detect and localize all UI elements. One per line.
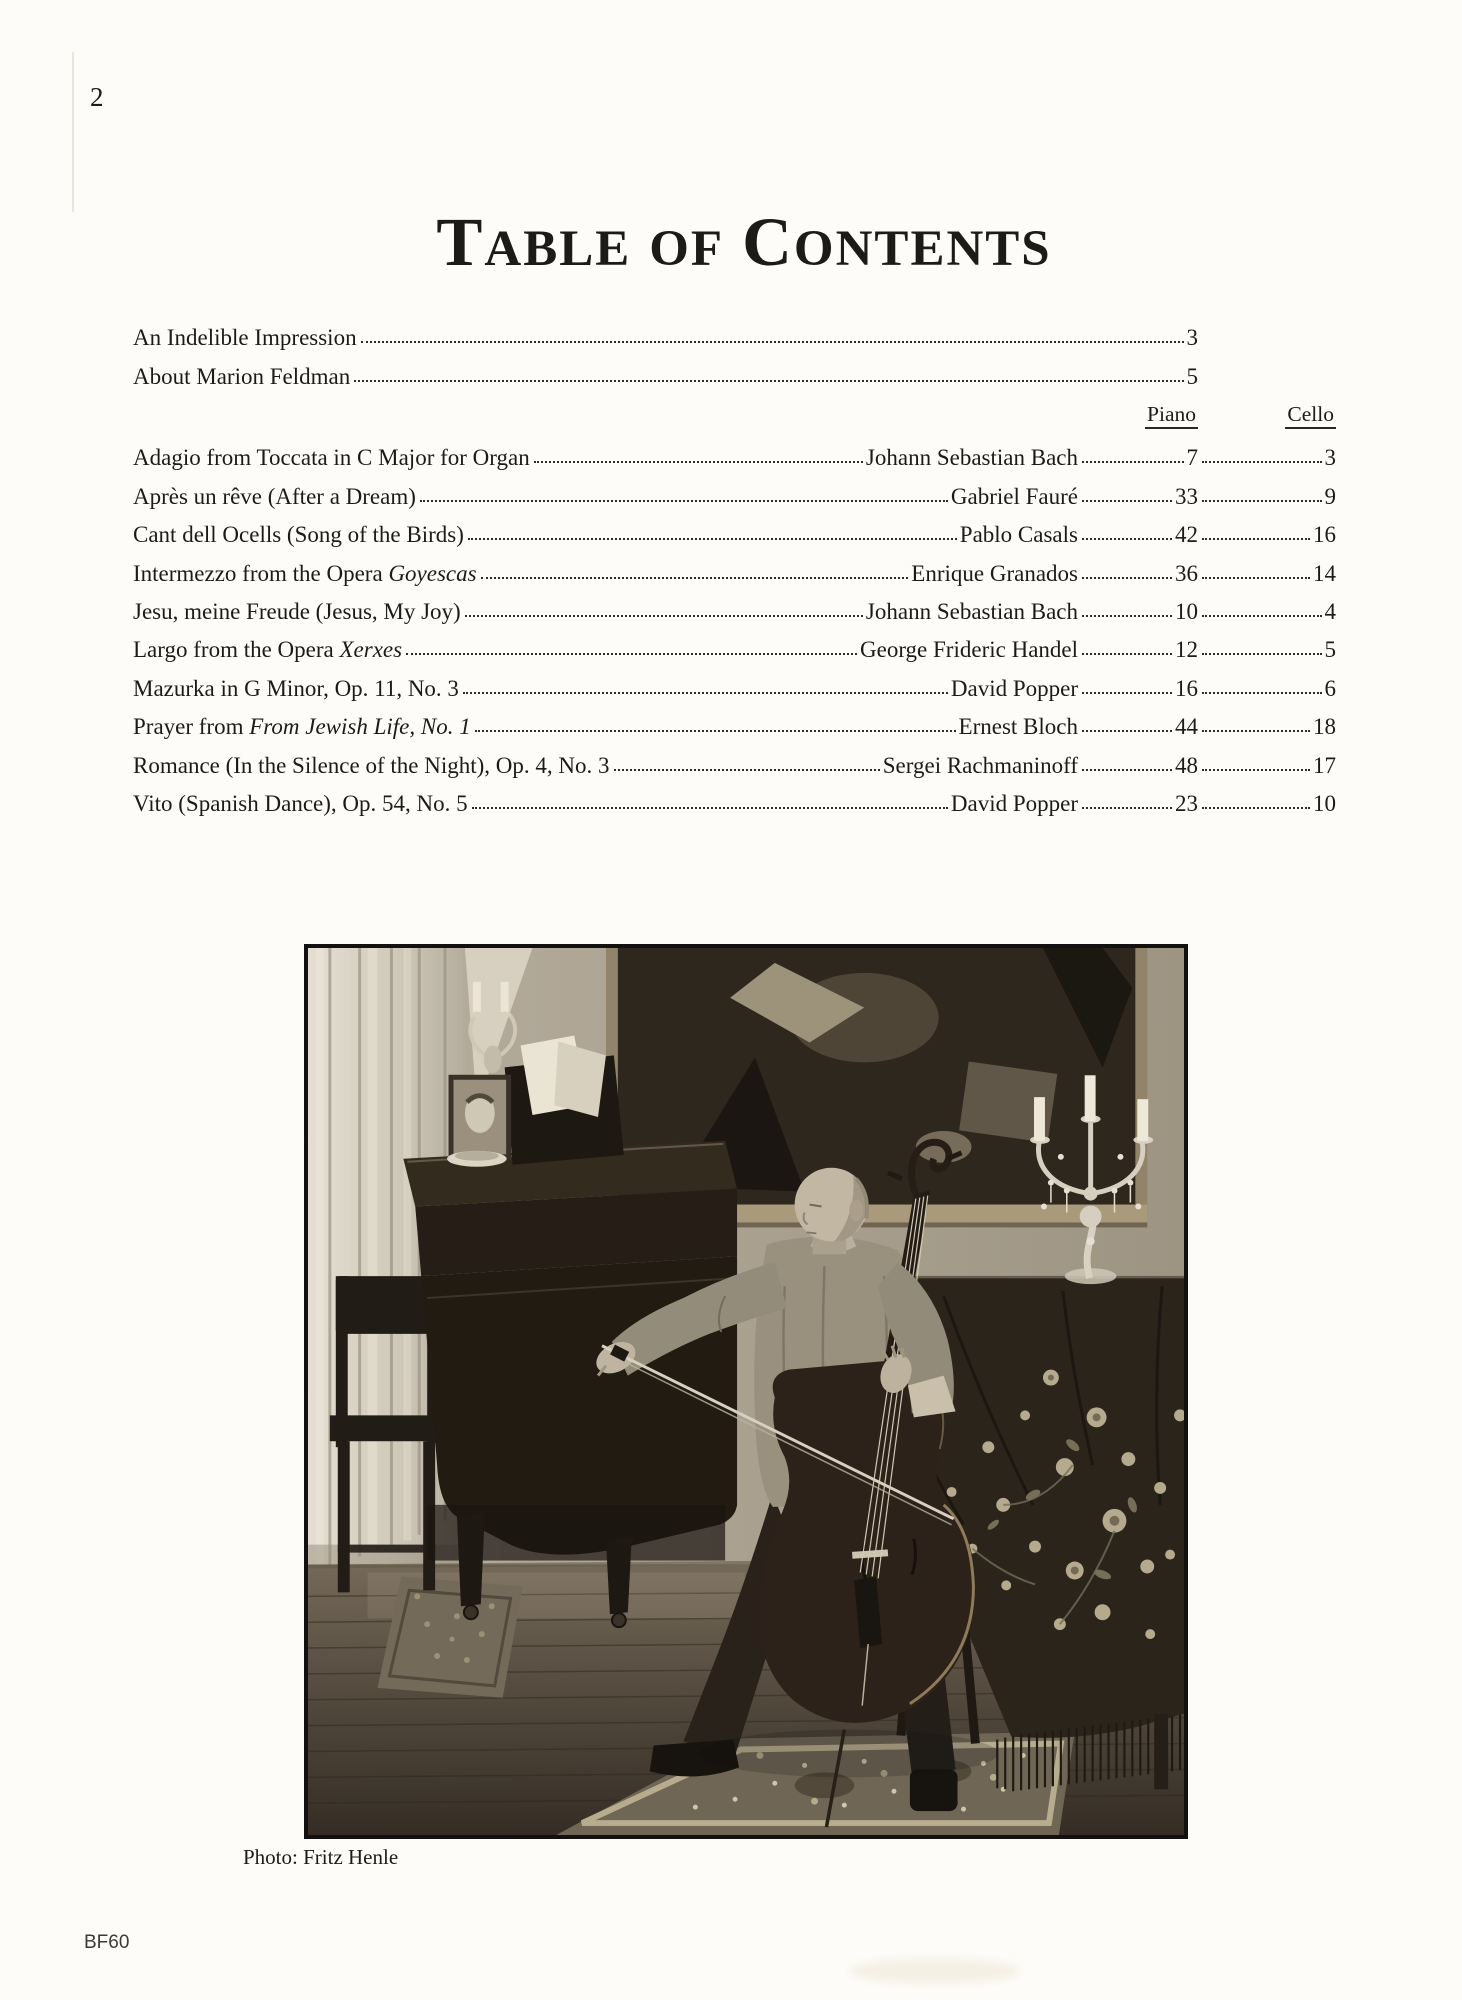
- entry-composer: David Popper: [950, 675, 1078, 701]
- entry-title: Intermezzo from the Opera Goyescas: [133, 560, 477, 586]
- entry-title: Cant dell Ocells (Song of the Birds): [133, 522, 464, 548]
- leader-dots: [475, 730, 956, 732]
- leader-dots: [1082, 615, 1172, 617]
- leader-dots: [1202, 769, 1310, 771]
- leader-dots: [1202, 653, 1322, 655]
- photo-tone-overlay: [308, 948, 1184, 1835]
- entry-title: Prayer from From Jewish Life, No. 1: [133, 714, 471, 740]
- toc-entry-row: [133, 469, 1336, 507]
- toc-entry-row: [133, 431, 1336, 469]
- entry-page: 5: [1186, 363, 1198, 389]
- entry-composer: Pablo Casals: [959, 522, 1078, 548]
- column-header-piano: Piano: [1145, 404, 1198, 430]
- leader-dots: [465, 615, 863, 617]
- entry-title: Jesu, meine Freude (Jesus, My Joy): [133, 598, 461, 624]
- entry-page: 3: [1186, 325, 1198, 351]
- leader-dots: [1082, 538, 1172, 540]
- entry-cello-page: 17: [1313, 752, 1336, 778]
- leader-dots: [354, 380, 1183, 382]
- entry-piano-page: 33: [1175, 483, 1198, 509]
- toc-entry-row: [133, 546, 1336, 584]
- leader-dots: [1082, 692, 1172, 694]
- column-header-cello: Cello: [1285, 404, 1336, 430]
- entry-piano-page: 10: [1175, 598, 1198, 624]
- entry-title-italic: Xerxes: [339, 637, 403, 663]
- entry-cello-page: 6: [1324, 675, 1336, 701]
- leader-dots: [1202, 692, 1322, 694]
- leader-dots: [361, 341, 1184, 343]
- entry-title-italic: Goyescas: [388, 560, 477, 586]
- leader-dots: [1082, 461, 1184, 463]
- leader-dots: [472, 807, 948, 809]
- column-headers: [133, 399, 1336, 429]
- plate-code: BF60: [84, 1932, 130, 1953]
- entry-title: An Indelible Impression: [133, 325, 357, 351]
- toc-entry-row: [133, 700, 1336, 738]
- entry-composer: Gabriel Fauré: [950, 483, 1078, 509]
- photo-scene: [308, 948, 1184, 1835]
- leader-dots: [420, 500, 948, 502]
- leader-dots: [1202, 807, 1310, 809]
- entry-piano-page: 48: [1175, 752, 1198, 778]
- leader-dots: [1202, 461, 1322, 463]
- toc-entry-row: [133, 777, 1336, 815]
- entry-title: Largo from the Opera Xerxes: [133, 637, 403, 663]
- entry-composer: David Popper: [950, 790, 1078, 816]
- entry-title: Romance (In the Silence of the Night), Op. 4, No. 3: [133, 752, 610, 778]
- leader-dots: [1202, 538, 1310, 540]
- leader-dots: [614, 769, 880, 771]
- toc-entry-row: [133, 508, 1336, 546]
- entry-title: Après un rêve (After a Dream): [133, 483, 416, 509]
- photo-caption: Photo: Fritz Henle: [243, 1845, 399, 1869]
- entry-cello-page: 5: [1324, 637, 1336, 663]
- title-word-contents: CONTENTS: [742, 204, 1052, 280]
- entry-cello-page: 14: [1313, 560, 1336, 586]
- title-word-of: OF: [649, 221, 725, 277]
- leader-dots: [1202, 730, 1310, 732]
- entry-composer: George Frideric Handel: [860, 637, 1078, 663]
- entry-composer: Johann Sebastian Bach: [865, 445, 1078, 471]
- leader-dots: [1082, 807, 1172, 809]
- entry-piano-page: 16: [1175, 675, 1198, 701]
- leader-dots: [1082, 577, 1172, 579]
- entry-piano-page: 12: [1175, 637, 1198, 663]
- title-word-table: TABLE: [436, 204, 632, 280]
- leader-dots: [1082, 730, 1172, 732]
- entry-composer: Enrique Granados: [911, 560, 1078, 586]
- leader-dots: [1202, 577, 1310, 579]
- page-title: [134, 204, 1354, 280]
- leader-dots: [534, 461, 863, 463]
- entry-piano-page: 23: [1175, 790, 1198, 816]
- entry-piano-page: 44: [1175, 714, 1198, 740]
- entry-composer: Ernest Bloch: [958, 714, 1078, 740]
- entry-title-italic: From Jewish Life, No. 1: [249, 714, 471, 740]
- toc-entry-list: [133, 431, 1336, 815]
- entry-cello-page: 16: [1313, 522, 1336, 548]
- entry-title: About Marion Feldman: [133, 363, 351, 389]
- entry-piano-page: 36: [1175, 560, 1198, 586]
- entry-piano-page: 42: [1175, 522, 1198, 548]
- entry-title: Adagio from Toccata in C Major for Organ: [133, 445, 530, 471]
- leader-dots: [463, 692, 948, 694]
- leader-dots: [1202, 615, 1322, 617]
- front-matter-row: [133, 311, 1336, 349]
- entry-composer: Johann Sebastian Bach: [865, 598, 1078, 624]
- entry-cello-page: 9: [1324, 483, 1336, 509]
- front-matter-list: [133, 311, 1336, 388]
- leader-dots: [1082, 769, 1172, 771]
- entry-cello-page: 10: [1313, 790, 1336, 816]
- entry-cello-page: 4: [1324, 598, 1336, 624]
- entry-title: Mazurka in G Minor, Op. 11, No. 3: [133, 675, 459, 701]
- toc-entry-row: [133, 623, 1336, 661]
- scan-artifact-smudge: [850, 1958, 1020, 1984]
- leader-dots: [1082, 653, 1172, 655]
- scan-artifact-line: [72, 52, 74, 212]
- toc-entry-row: [133, 738, 1336, 776]
- leader-dots: [1082, 500, 1172, 502]
- leader-dots: [468, 538, 957, 540]
- leader-dots: [1202, 500, 1322, 502]
- entry-cello-page: 3: [1324, 445, 1336, 471]
- leader-dots: [406, 653, 857, 655]
- entry-composer: Sergei Rachmaninoff: [882, 752, 1078, 778]
- toc-entry-row: [133, 661, 1336, 699]
- front-matter-row: [133, 349, 1336, 387]
- leader-dots: [481, 577, 909, 579]
- entry-cello-page: 18: [1313, 714, 1336, 740]
- entry-title: Vito (Spanish Dance), Op. 54, No. 5: [133, 790, 468, 816]
- entry-piano-page: 7: [1186, 445, 1198, 471]
- page-number: 2: [90, 82, 104, 112]
- photo-cellist: [304, 944, 1188, 1839]
- toc-entry-row: [133, 585, 1336, 623]
